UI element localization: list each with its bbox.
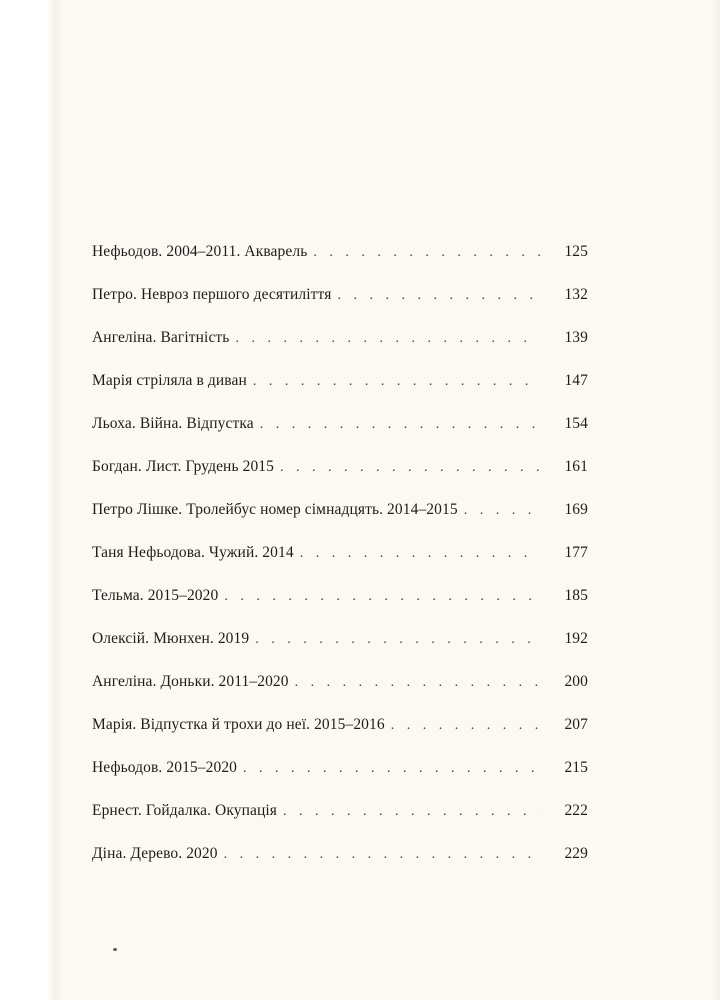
toc-entry-page: 229 (564, 845, 588, 862)
toc-dot-leader (235, 331, 540, 347)
toc-entry-title: Ернест. Гойдалка. Окупація (92, 802, 277, 819)
toc-dot-leader (260, 417, 540, 433)
toc-entry (92, 673, 588, 716)
toc-entry (92, 716, 588, 759)
toc-dot-leader (255, 632, 540, 648)
toc-entry (92, 458, 588, 501)
toc-dot-leader (283, 804, 540, 820)
toc-entry-title: Діна. Дерево. 2020 (92, 845, 218, 862)
toc-entry-title: Льоха. Війна. Відпустка (92, 415, 254, 432)
toc-entry-page: 192 (564, 630, 588, 647)
table-of-contents (92, 243, 588, 888)
toc-entry-page: 207 (564, 716, 588, 733)
toc-entry-title: Ангеліна. Доньки. 2011–2020 (92, 673, 289, 690)
toc-dot-leader (464, 503, 540, 519)
toc-dot-leader (280, 460, 540, 476)
toc-entry (92, 802, 588, 845)
page-gutter (0, 0, 62, 1000)
toc-entry (92, 845, 588, 888)
toc-dot-leader (253, 374, 540, 390)
toc-entry-page: 139 (564, 329, 588, 346)
toc-entry-page: 177 (564, 544, 588, 561)
toc-entry-title: Петро. Невроз першого десятиліття (92, 286, 332, 303)
toc-entry-title: Ангеліна. Вагітність (92, 329, 230, 346)
toc-dot-leader (243, 761, 540, 777)
toc-dot-leader (224, 589, 540, 605)
toc-dot-leader (337, 288, 540, 304)
page-edge (712, 0, 720, 1000)
toc-entry-page: 154 (564, 415, 588, 432)
toc-entry (92, 372, 588, 415)
toc-entry (92, 329, 588, 372)
toc-entry (92, 243, 588, 286)
toc-entry-page: 147 (564, 372, 588, 389)
toc-dot-leader (295, 675, 540, 691)
toc-entry (92, 501, 588, 544)
toc-entry-page: 185 (564, 587, 588, 604)
toc-entry (92, 630, 588, 673)
toc-entry-title: Нефьодов. 2015–2020 (92, 759, 238, 776)
toc-dot-leader (300, 546, 540, 562)
toc-entry-page: 169 (564, 501, 588, 518)
toc-entry-title: Богдан. Лист. Грудень 2015 (92, 458, 275, 475)
toc-entry (92, 759, 588, 802)
toc-entry-title: Таня Нефьодова. Чужий. 2014 (92, 544, 294, 561)
toc-dot-leader (313, 245, 540, 261)
toc-entry-page: 161 (564, 458, 588, 475)
toc-entry (92, 286, 588, 329)
toc-entry (92, 587, 588, 630)
toc-entry-page: 125 (564, 243, 588, 260)
toc-entry (92, 544, 588, 587)
toc-entry-page: 215 (564, 759, 588, 776)
ink-speck (113, 948, 117, 951)
toc-entry-title: Олексій. Мюнхен. 2019 (92, 630, 250, 647)
toc-entry-title: Марія стріляла в диван (92, 372, 247, 389)
toc-entry-page: 132 (564, 286, 588, 303)
toc-entry-page: 200 (564, 673, 588, 690)
toc-entry-title: Марія. Відпустка й трохи до неї. 2015–2016 (92, 716, 385, 733)
toc-dot-leader (224, 847, 540, 863)
toc-entry-title: Тельма. 2015–2020 (92, 587, 219, 604)
toc-entry-title: Нефьодов. 2004–2011. Акварель (92, 243, 308, 260)
toc-entry (92, 415, 588, 458)
toc-entry-page: 222 (564, 802, 588, 819)
toc-entry-title: Петро Лішке. Тролейбус номер сімнадцять. 2014–2015 (92, 501, 458, 518)
toc-dot-leader (391, 718, 540, 734)
